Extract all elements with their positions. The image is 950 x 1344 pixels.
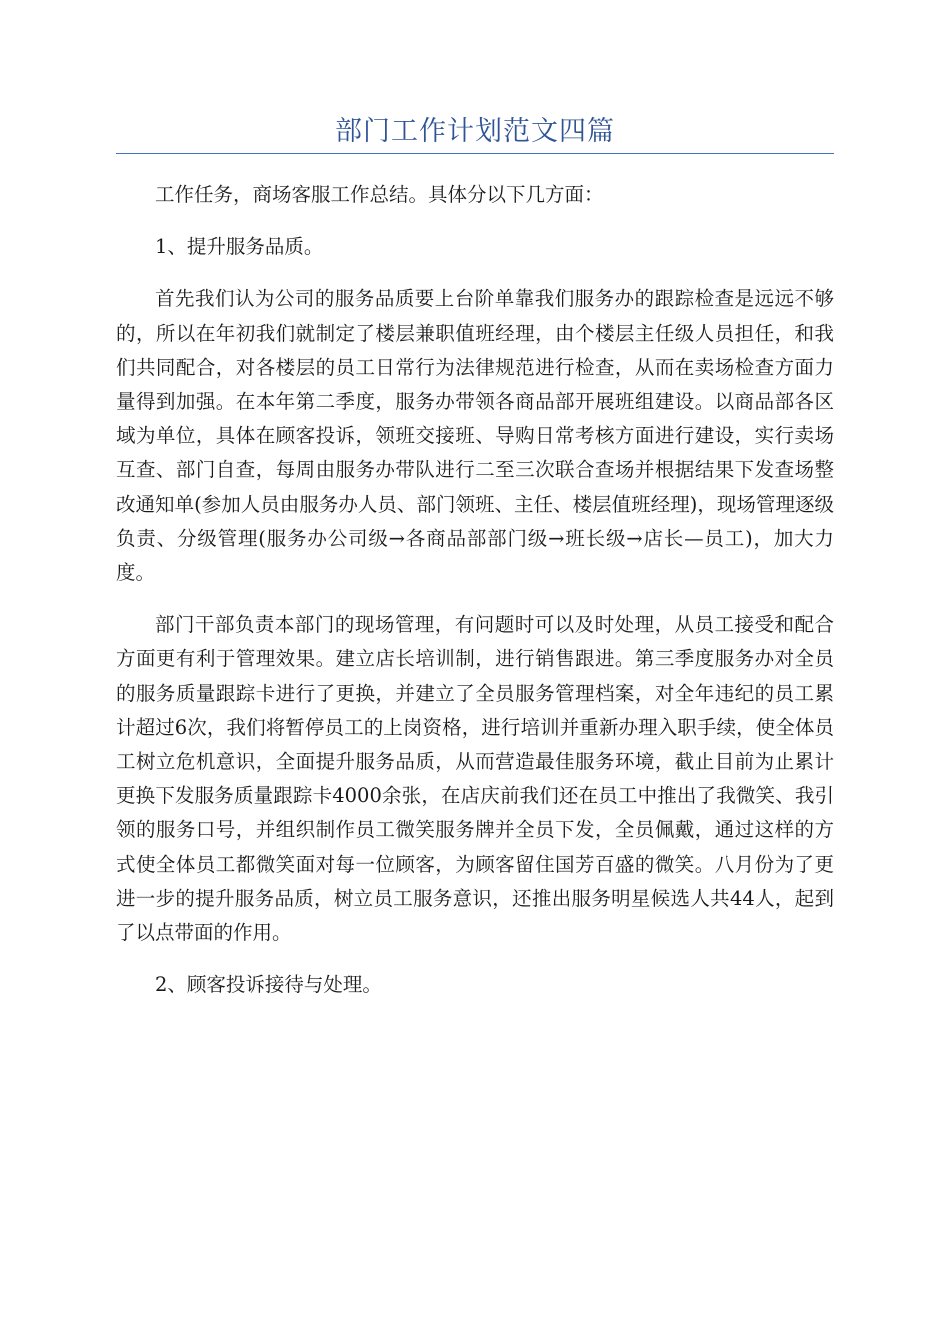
paragraph-service-quality: 首先我们认为公司的服务品质要上台阶单靠我们服务办的跟踪检查是远远不够的，所以在年初我们就制定了楼层兼职值班经理，由个楼层主任级人员担任，和我们共同配合，对各楼层的员工日常行为法律规范进行检查，从而在卖场检查方面力量得到加强。在本年第二季度，服务办带领各商品部开展班组建设。以商品部各区域为单位，具体在顾客投诉，领班交接班、导购日常考核方面进行建设，实行卖场互查、部门自查，每周由服务办带队进行二至三次联合查场并根据结果下发查场整改通知单(参加人员由服务办人员、部门领班、主任、楼层值班经理)，现场管理逐级负责、分级管理(服务办公司级→各商品部部门级→班长级→店长—员工)，加大力度。 bbox=[116, 287, 834, 585]
document-body bbox=[116, 178, 834, 1020]
paragraph-intro: 工作任务，商场客服工作总结。具体分以下几方面： bbox=[155, 183, 604, 206]
title-block bbox=[116, 112, 834, 152]
section-heading-1: 1、提升服务品质。 bbox=[155, 235, 324, 259]
title-underline bbox=[116, 153, 834, 154]
section-heading-2: 2、顾客投诉接待与处理。 bbox=[155, 973, 382, 997]
page-title: 部门工作计划范文四篇 bbox=[335, 116, 615, 147]
paragraph-department-management: 部门干部负责本部门的现场管理，有问题时可以及时处理，从员工接受和配合方面更有利于管理效果。建立店长培训制，进行销售跟进。第三季度服务办对全员的服务质量跟踪卡进行了更换，并建立了全员服务管理档案，对全年违纪的员工累计超过6次，我们将暂停员工的上岗资格，进行培训并重新办理入职手续，使全体员工树立危机意识，全面提升服务品质，从而营造最佳服务环境，截止目前为止累计更换下发服务质量跟踪卡4000余张，在店庆前我们还在员工中推出了我微笑、我引领的服务口号，并组织制作员工微笑服务牌并全员下发，全员佩戴，通过这样的方式使全体员工都微笑面对每一位顾客，为顾客留住国芳百盛的微笑。八月份为了更进一步的提升服务品质，树立员工服务意识，还推出服务明星候选人共44人，起到了以点带面的作用。 bbox=[116, 613, 834, 945]
